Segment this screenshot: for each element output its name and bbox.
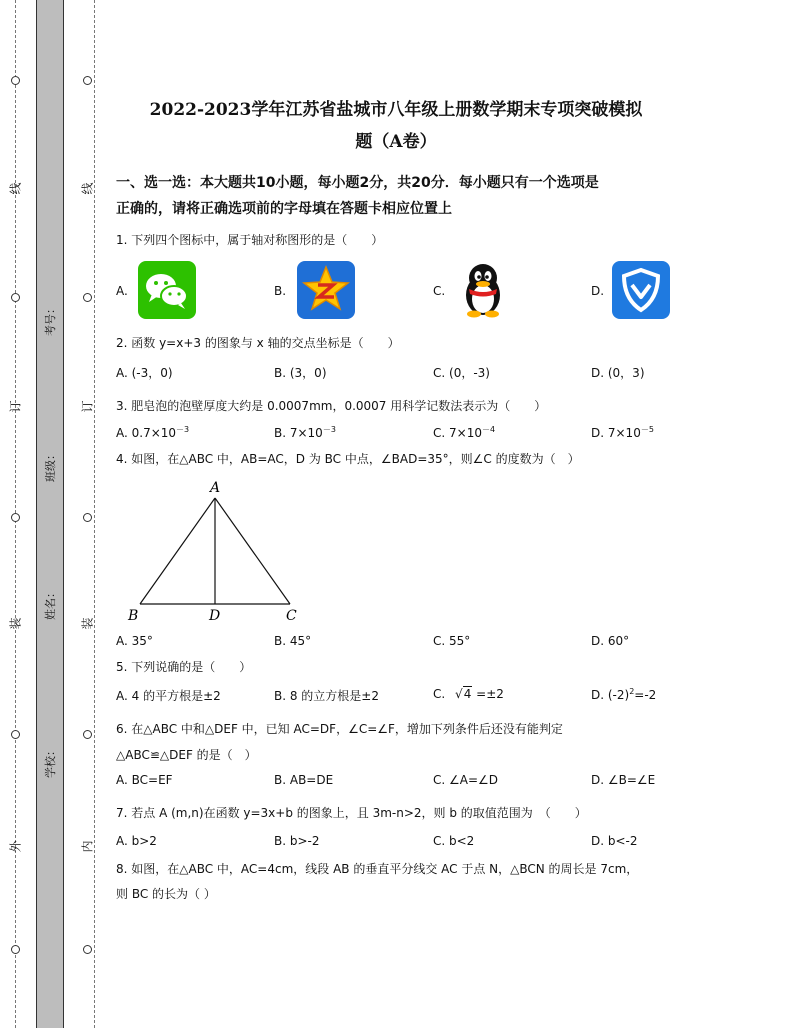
q5-option-b: B. 8 的立方根是±2 <box>274 689 380 703</box>
label-c: C <box>286 608 297 624</box>
q1-option-a: A. <box>116 284 128 298</box>
side-ab <box>140 498 215 604</box>
binding-char: 外 <box>8 840 23 853</box>
tencent-shield-icon <box>612 261 670 319</box>
question-7-stem: 7. 若点 A (m,n)在函数 y=3x+b 的图象上，且 3m-n>2，则 b 的取值范围为 （ ） <box>116 806 587 820</box>
binding-char: 装 <box>8 617 23 630</box>
binding-band <box>36 0 64 1028</box>
question-5-stem: 5. 下列说确的是（ ） <box>116 660 252 674</box>
question-6-line-1: 6. 在△ABC 中和△DEF 中，已知 AC=DF，∠C=∠F，增加下列条件后还没有能判定 <box>116 722 563 736</box>
q7-option-d: D. b<-2 <box>591 834 638 848</box>
wechat-icon <box>138 261 196 319</box>
label-d: D <box>209 608 221 624</box>
q5-option-d: D. $(-2)^2=-2$ <box>591 687 657 702</box>
question-1-stem: 1. 下列四个图标中，属于轴对称图形的是（ ） <box>116 233 384 247</box>
section-line-1: 一、选一选：本大题共10小题，每小题2分，共20分．每小题只有一个选项是 <box>116 175 599 191</box>
binding-hole <box>83 513 92 522</box>
q6-option-a: A. BC=EF <box>116 773 173 787</box>
q1-option-b: B. <box>274 284 287 298</box>
label-a: A <box>210 480 221 496</box>
q6-option-b: B. AB=DE <box>274 773 334 787</box>
question-3-stem: 3. 肥皂泡的泡壁厚度大约是 0.0007mm，0.0007 用科学记数法表示为（ ） <box>116 399 547 413</box>
triangle-figure <box>120 478 310 628</box>
q1-option-d: D. <box>591 284 605 298</box>
binding-hole <box>83 730 92 739</box>
q5-option-a: A. 4 的平方根是±2 <box>116 689 221 703</box>
q5-option-c: C. √4 =±2 <box>433 687 504 701</box>
side-ac <box>215 498 290 604</box>
q2-option-c: C. (0，-3) <box>433 366 490 380</box>
q2-option-a: A. (-3，0) <box>116 366 173 380</box>
q4-option-d: D. 60° <box>591 634 630 648</box>
binding-hole <box>11 945 20 954</box>
binding-hole <box>83 293 92 302</box>
title-line-2: 题（A卷） <box>355 132 437 152</box>
binding-margin <box>0 0 110 1028</box>
binding-char: 订 <box>80 400 95 413</box>
q2-option-b: B. (3，0) <box>274 366 327 380</box>
binding-char: 内 <box>80 840 95 853</box>
class-field: 班级： <box>44 449 57 482</box>
q2-option-d: D. (0，3) <box>591 366 645 380</box>
q7-option-b: B. b>-2 <box>274 834 320 848</box>
page-title <box>116 94 676 158</box>
section-heading <box>116 170 676 222</box>
q4-option-c: C. 55° <box>433 634 471 648</box>
inner-cut-line <box>94 0 95 1028</box>
school-field: 学校： <box>44 745 57 778</box>
binding-char: 装 <box>80 617 95 630</box>
radicand: 4 <box>463 687 472 701</box>
q6-option-d: D. ∠B=∠E <box>591 773 656 787</box>
qq-penguin-icon <box>454 261 512 319</box>
binding-hole <box>11 76 20 85</box>
binding-char: 线 <box>8 182 23 195</box>
label-b: B <box>128 608 139 624</box>
binding-hole <box>83 945 92 954</box>
q4-option-b: B. 45° <box>274 634 312 648</box>
question-4-stem: 4. 如图，在△ABC 中，AB=AC，D 为 BC 中点，∠BAD=35°，则∠C 的度数为（ ） <box>116 452 580 466</box>
q7-option-c: C. b<2 <box>433 834 475 848</box>
q4-option-a: A. 35° <box>116 634 153 648</box>
q3-option-b: B. $7\times 10^{-3}$ <box>274 425 336 440</box>
question-8-line-1: 8. 如图，在△ABC 中，AC=4cm，线段 AB 的垂直平分线交 AC 于点 N，△BCN 的周长是 7cm， <box>116 862 639 876</box>
name-field: 姓名： <box>44 587 57 620</box>
binding-char: 线 <box>80 182 95 195</box>
q1-option-c: C. <box>433 284 446 298</box>
binding-char: 订 <box>8 400 23 413</box>
qzone-star-icon <box>297 261 355 319</box>
question-8-line-2: 则 BC 的长为（ ） <box>116 887 216 901</box>
q6-option-c: C. ∠A=∠D <box>433 773 499 787</box>
section-line-2: 正确的，请将正确选项前的字母填在答题卡相应位置上 <box>116 201 452 217</box>
q7-option-a: A. b>2 <box>116 834 157 848</box>
q3-option-c: C. $7\times 10^{-4}$ <box>433 425 496 440</box>
title-line-1: 2022-2023学年江苏省盐城市八年级上册数学期末专项突破模拟 <box>149 100 643 120</box>
question-2-stem: 2. 函数 y=x+3 的图象与 x 轴的交点坐标是（ ） <box>116 336 400 350</box>
question-6-line-2: △ABC≌△DEF 的是（ ） <box>116 748 257 762</box>
binding-hole <box>11 730 20 739</box>
binding-hole <box>11 513 20 522</box>
binding-hole <box>11 293 20 302</box>
q3-option-d: D. $7\times 10^{-5}$ <box>591 425 654 440</box>
exam-number-field: 考号： <box>44 303 57 336</box>
q3-option-a: A. $0.7\times 10^{-3}$ <box>116 425 190 440</box>
binding-hole <box>83 76 92 85</box>
